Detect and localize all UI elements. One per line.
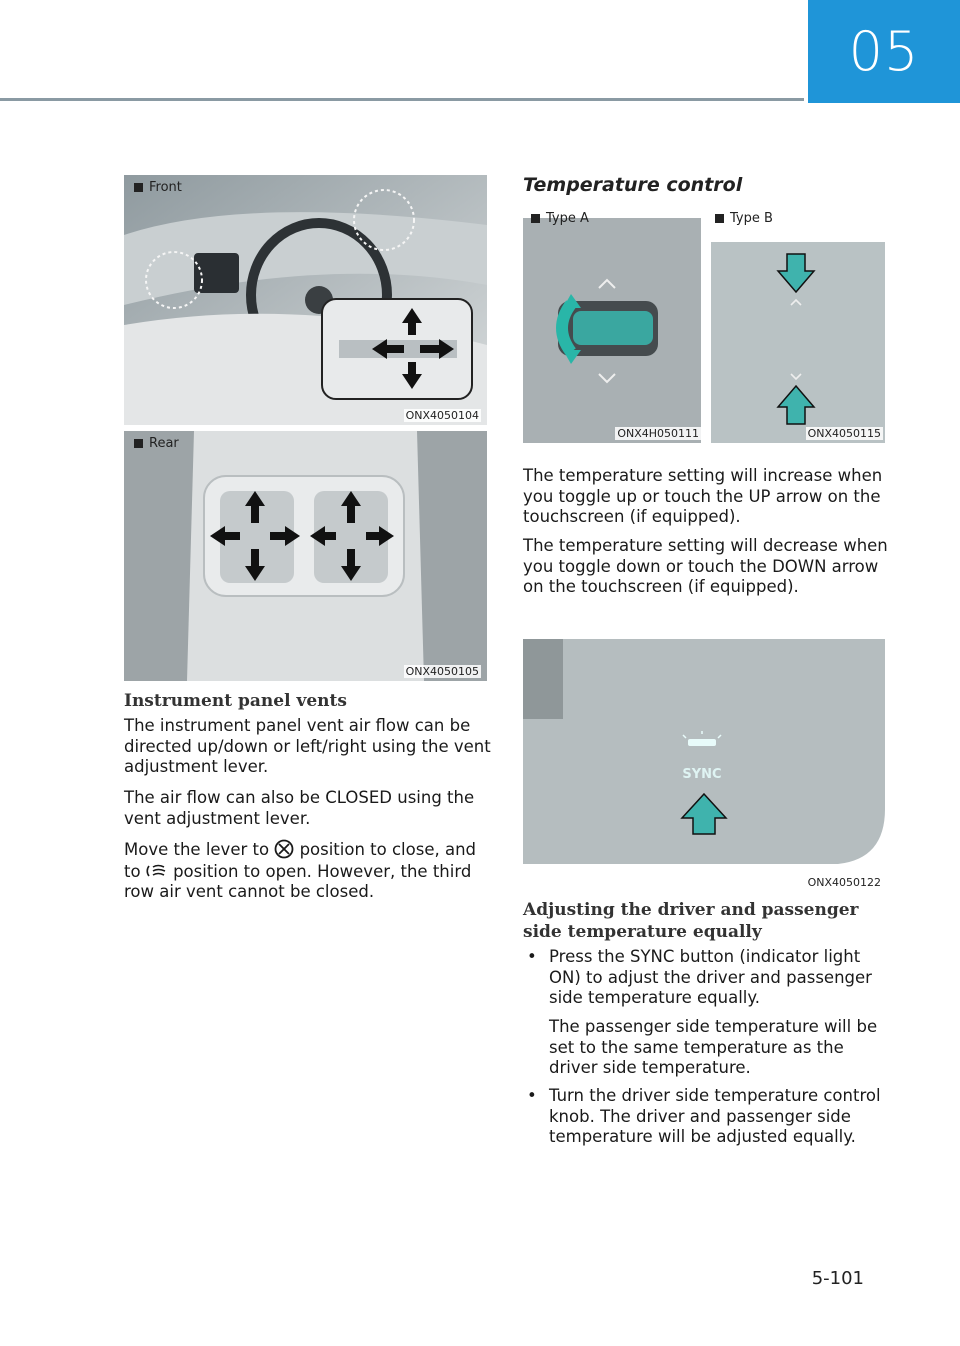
figure-code-sync: ONX4050122 (807, 876, 881, 889)
figure-code-type-b: ONX4050115 (807, 427, 881, 440)
page-number: 5-101 (811, 1268, 864, 1289)
square-bullet-icon (715, 214, 724, 223)
rear-console-illustration (124, 431, 487, 681)
square-bullet-icon (531, 214, 540, 223)
front-vent-figure (124, 175, 487, 425)
paragraph-vent-direction: The instrument panel vent air flow can be directed up/down or left/right using the vent adjustment lever. (124, 716, 491, 776)
sync-figure (523, 639, 885, 889)
vent-open-icon (146, 861, 168, 881)
bullet-sync-button: • Press the SYNC button (indicator light ON) to adjust the driver and passenger side temperature equally. (523, 947, 888, 1009)
figure-label-rear: Rear (134, 436, 179, 451)
figure-code-front: ONX4050104 (405, 409, 479, 422)
bullet-driver-knob: • Turn the driver side temperature control knob. The driver and passenger side temperature will be adjusted equally. (523, 1086, 888, 1148)
instrument-panel-vents-heading: Instrument panel vents (124, 691, 347, 711)
temperature-control-title: Temperature control (523, 174, 743, 196)
vent-closed-icon (274, 839, 294, 859)
sync-button-illustration (523, 639, 885, 889)
figure-label-type-b: Type B (715, 211, 773, 226)
square-bullet-icon (134, 183, 143, 192)
temperature-touch-illustration (709, 206, 885, 443)
header-rule (0, 98, 804, 101)
chapter-tab: 05 (808, 0, 960, 103)
paragraph-vent-closed: The air flow can also be CLOSED using the vent adjustment lever. (124, 788, 475, 828)
paragraph-vent-lever: Move the lever to position to close, and to position to open. However, the third row air vent cannot be closed. (124, 840, 477, 901)
paragraph-sync-sub: The passenger side temperature will be set to the same temperature as the driver side temperature. (549, 1017, 878, 1077)
sync-button-text: SYNC (682, 767, 722, 782)
type-b-figure (709, 206, 885, 443)
front-dashboard-illustration (124, 175, 487, 425)
figure-code-type-a: ONX4H050111 (617, 427, 699, 440)
square-bullet-icon (134, 439, 143, 448)
figure-code-rear: ONX4050105 (405, 665, 479, 678)
figure-label-type-a: Type A (531, 211, 589, 226)
paragraph-temp-decrease: The temperature setting will decrease when you toggle down or touch the DOWN arrow on the touchscreen (if equipped). (523, 536, 888, 596)
figure-label-front: Front (134, 180, 182, 195)
rear-vent-figure (124, 431, 487, 681)
temperature-toggle-illustration (523, 206, 703, 443)
type-a-figure (523, 206, 703, 443)
adjust-equally-heading: Adjusting the driver and passenger side temperature equally (523, 900, 859, 942)
paragraph-temp-increase: The temperature setting will increase when you toggle up or touch the UP arrow on the touchscreen (if equipped). (523, 466, 883, 526)
